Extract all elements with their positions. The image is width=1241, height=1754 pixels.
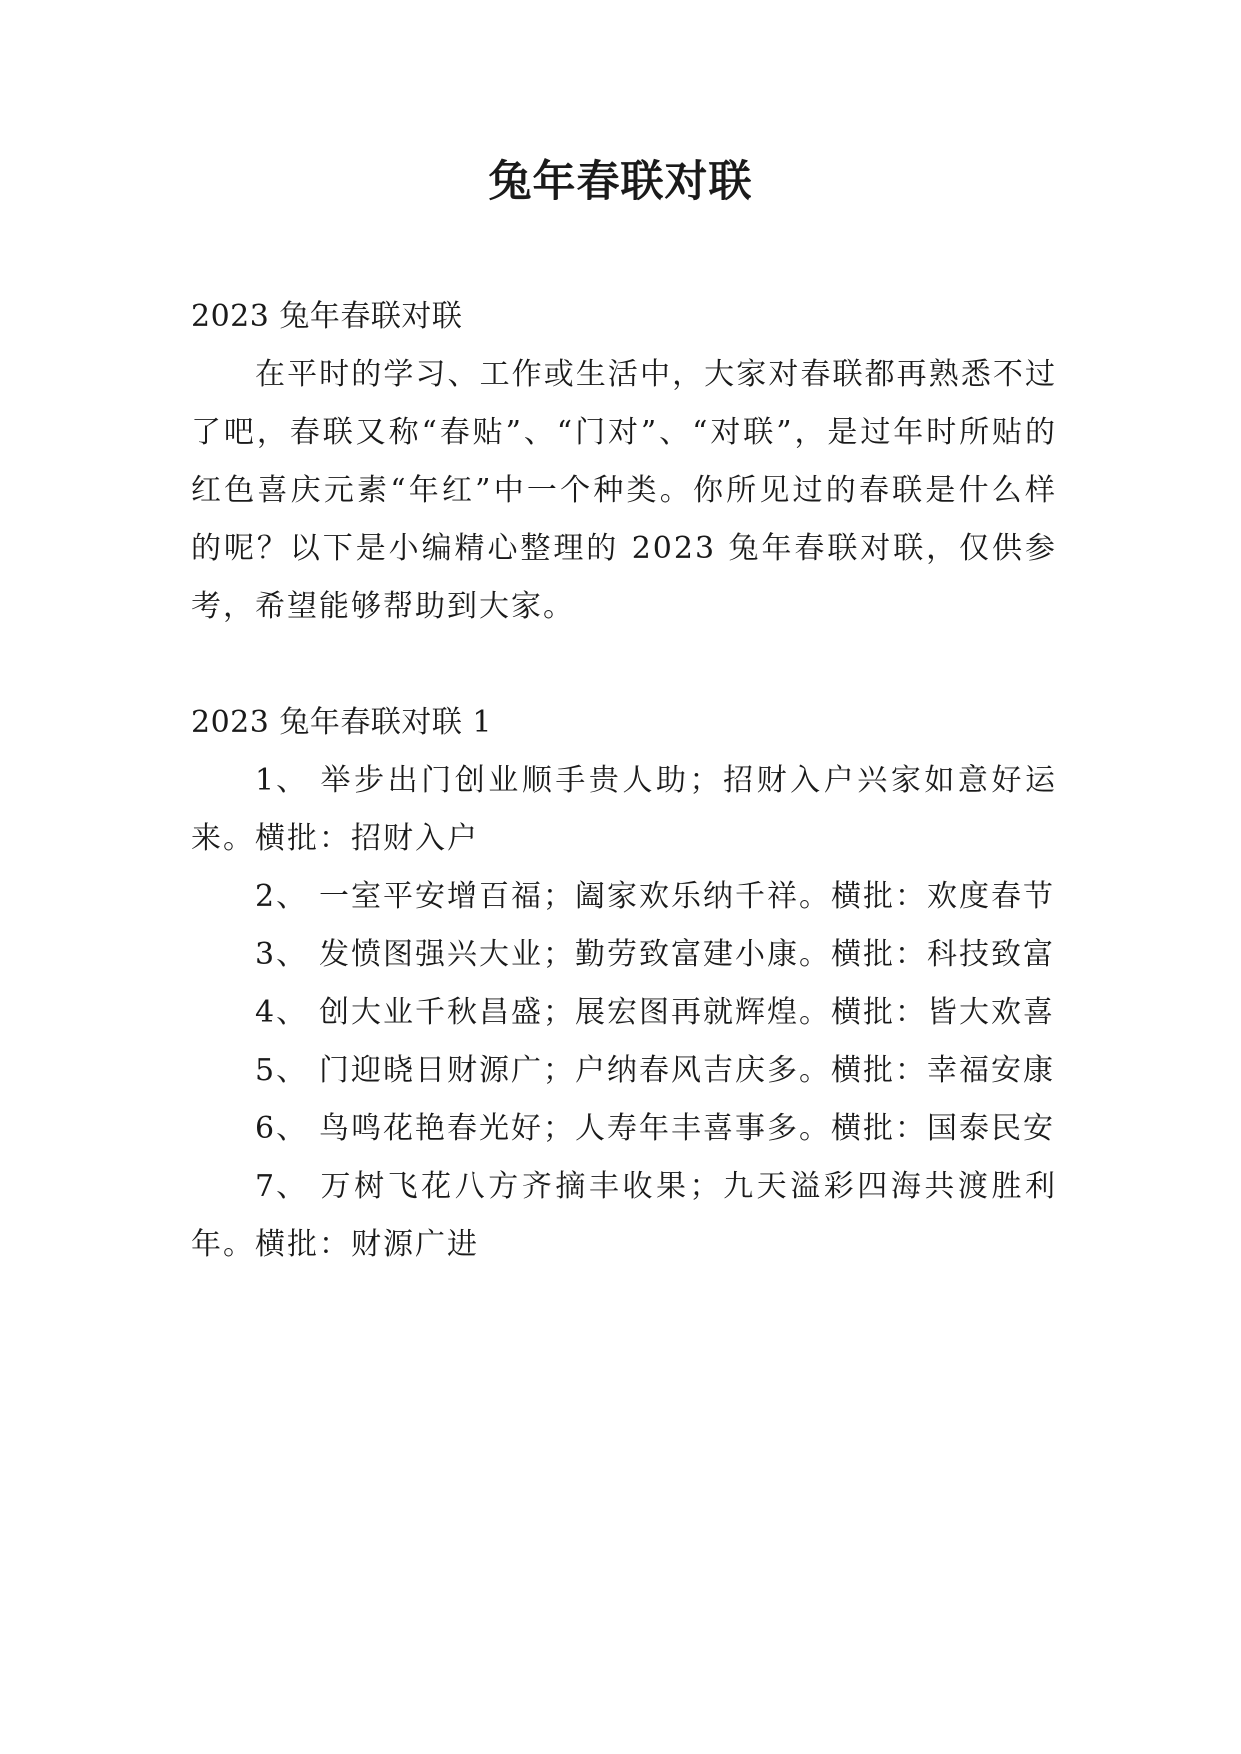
list-item-number: 3、 bbox=[255, 937, 309, 972]
list-item bbox=[191, 868, 1057, 926]
paragraph-spacer bbox=[191, 636, 1057, 694]
document-title: 兔年春联对联 bbox=[488, 157, 753, 207]
list-item-text: 门迎晓日财源广；户纳春风吉庆多。横批：幸福安康 bbox=[319, 1053, 1055, 1088]
list-item bbox=[191, 752, 1057, 868]
list-item bbox=[191, 1158, 1057, 1274]
list-item-number: 6、 bbox=[255, 1111, 309, 1146]
list-item-text: 万树飞花八方齐摘丰收果；九天溢彩四海共渡胜利年。横批：财源广进 bbox=[191, 1169, 1057, 1262]
list-item bbox=[191, 1042, 1057, 1100]
list-item-text: 发愤图强兴大业；勤劳致富建小康。横批：科技致富 bbox=[319, 937, 1055, 972]
list-item-text: 举步出门创业顺手贵人助；招财入户兴家如意好运来。横批：招财入户 bbox=[191, 763, 1057, 856]
list-item-number: 1、 bbox=[255, 763, 309, 798]
section-heading: 2023 兔年春联对联 bbox=[191, 299, 463, 334]
list-item-number: 2、 bbox=[255, 879, 309, 914]
list-item-text: 一室平安增百福；阖家欢乐纳千祥。横批：欢度春节 bbox=[319, 879, 1055, 914]
list-item-number: 5、 bbox=[255, 1053, 309, 1088]
list-heading: 2023 兔年春联对联 1 bbox=[191, 705, 493, 740]
list-item bbox=[191, 1100, 1057, 1158]
list-item bbox=[191, 926, 1057, 984]
list-item-number: 4、 bbox=[255, 995, 309, 1030]
list-item bbox=[191, 984, 1057, 1042]
list-item-text: 鸟鸣花艳春光好；人寿年丰喜事多。横批：国泰民安 bbox=[319, 1111, 1055, 1146]
intro-paragraph: 在平时的学习、工作或生活中，大家对春联都再熟悉不过了吧，春联又称“春贴”、“门对”、“对联”，是过年时所贴的红色喜庆元素“年红”中一个种类。你所见过的春联是什么样的呢？以下是小编精心整理的 2023 兔年春联对联，仅供参考，希望能够帮助到大家。 bbox=[191, 357, 1057, 624]
list-item-number: 7、 bbox=[255, 1169, 309, 1204]
document-body bbox=[191, 288, 1057, 1274]
list-item-text: 创大业千秋昌盛；展宏图再就辉煌。横批：皆大欢喜 bbox=[319, 995, 1055, 1030]
